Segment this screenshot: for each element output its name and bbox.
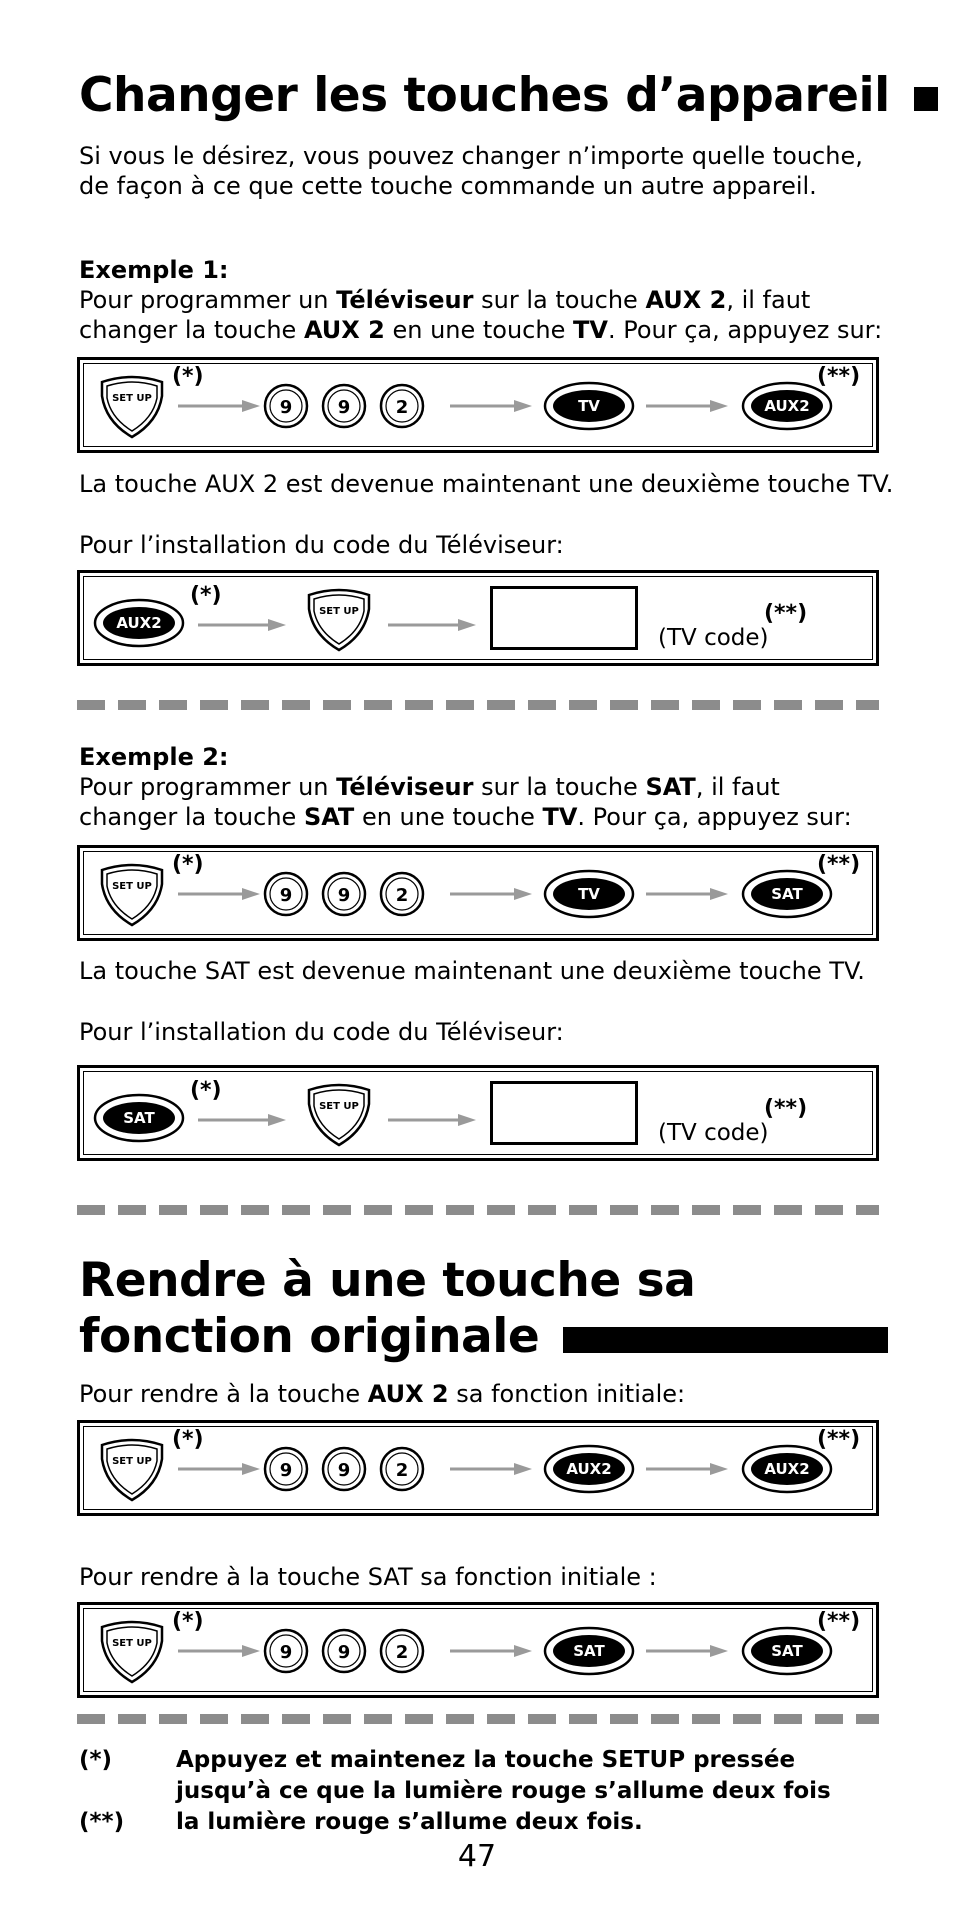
key-sequence-restore-sat	[77, 1602, 879, 1698]
svg-text:SET UP: SET UP	[319, 1101, 359, 1112]
digit-2-key-icon	[378, 382, 426, 434]
intro-text: Si vous le désirez, vous pouvez changer n’importe quelle touche, de façon à ce que cette touche commande un autre appareil.	[79, 142, 863, 200]
svg-text:AUX2: AUX2	[764, 397, 810, 415]
svg-text:SET UP: SET UP	[112, 393, 152, 404]
digit-9-key-icon	[262, 382, 310, 434]
title-square-marker	[914, 87, 938, 111]
svg-text:SAT: SAT	[123, 1109, 155, 1127]
arrow-icon	[646, 1643, 728, 1659]
svg-text:SAT: SAT	[771, 1642, 803, 1660]
svg-text:9: 9	[337, 1460, 351, 1481]
arrow-icon	[450, 1643, 532, 1659]
svg-text:SAT: SAT	[771, 885, 803, 903]
tv-key-icon	[542, 380, 636, 436]
arrow-icon	[646, 398, 728, 414]
digit-2-key-icon	[378, 870, 426, 922]
svg-text:2: 2	[395, 397, 409, 418]
footnote-mark-single: (*)	[79, 1747, 113, 1773]
svg-text:SET UP: SET UP	[112, 1638, 152, 1649]
title-bar-marker	[563, 1327, 888, 1353]
example2-install-text: Pour l’installation du code du Téléviseur:	[79, 1018, 564, 1046]
svg-text:TV: TV	[578, 397, 600, 415]
digit-2-key-icon	[378, 1627, 426, 1679]
example1-heading: Exemple 1:	[79, 256, 229, 284]
setup-key-icon	[305, 1082, 373, 1152]
dashed-divider	[77, 1205, 879, 1215]
arrow-icon	[388, 617, 476, 633]
footnote-text-double: la lumière rouge s’allume deux fois.	[176, 1809, 643, 1835]
page-number: 47	[457, 1839, 497, 1874]
svg-text:SET UP: SET UP	[112, 881, 152, 892]
example1-result: La touche AUX 2 est devenue maintenant une deuxième touche TV.	[79, 470, 894, 498]
note-marker-double: (**)	[817, 1427, 861, 1452]
sat-key-icon	[542, 1625, 636, 1681]
setup-key-icon	[98, 1437, 166, 1507]
note-marker-double: (**)	[764, 1096, 808, 1121]
tv-code-entry-box	[490, 1081, 638, 1145]
setup-key-icon	[98, 862, 166, 932]
svg-text:9: 9	[279, 397, 293, 418]
tv-code-label: (TV code)	[658, 625, 769, 651]
arrow-icon	[198, 617, 286, 633]
digit-9-key-icon	[320, 870, 368, 922]
dashed-divider	[77, 1714, 879, 1724]
svg-text:AUX2: AUX2	[116, 614, 162, 632]
arrow-icon	[450, 398, 532, 414]
arrow-icon	[646, 1461, 728, 1477]
arrow-icon	[178, 1461, 260, 1477]
arrow-icon	[178, 1643, 260, 1659]
digit-9-key-icon	[262, 1445, 310, 1497]
tv-key-icon	[542, 868, 636, 924]
note-marker-single: (*)	[190, 583, 222, 608]
digit-9-key-icon	[262, 1627, 310, 1679]
key-sequence-restore-aux	[77, 1420, 879, 1516]
arrow-icon	[178, 398, 260, 414]
svg-text:2: 2	[395, 1460, 409, 1481]
svg-text:SET UP: SET UP	[319, 606, 359, 617]
dashed-divider	[77, 700, 879, 710]
note-marker-single: (*)	[172, 364, 204, 389]
svg-text:AUX2: AUX2	[764, 1460, 810, 1478]
key-sequence-example2	[77, 845, 879, 941]
footnote-text-single: Appuyez et maintenez la touche SETUP pressée jusqu’à ce que la lumière rouge s’allume deux fois	[176, 1747, 831, 1804]
svg-text:2: 2	[395, 1642, 409, 1663]
key-sequence-example1	[77, 357, 879, 453]
digit-9-key-icon	[320, 1445, 368, 1497]
footnote-mark-double: (**)	[79, 1809, 125, 1835]
example1-install-text: Pour l’installation du code du Téléviseur:	[79, 531, 564, 559]
restore-aux-text: Pour rendre à la touche AUX 2 sa fonction initiale:	[79, 1380, 686, 1408]
digit-2-key-icon	[378, 1445, 426, 1497]
tv-code-entry-box	[490, 586, 638, 650]
setup-key-icon	[305, 587, 373, 657]
digit-9-key-icon	[262, 870, 310, 922]
aux2-key-icon	[92, 597, 186, 653]
svg-text:AUX2: AUX2	[566, 1460, 612, 1478]
sat-key-icon	[92, 1092, 186, 1148]
arrow-icon	[450, 1461, 532, 1477]
note-marker-single: (*)	[190, 1078, 222, 1103]
arrow-icon	[450, 886, 532, 902]
example2-result: La touche SAT est devenue maintenant une deuxième touche TV.	[79, 957, 865, 985]
example2-description: Pour programmer un Téléviseur sur la touche SAT, il faut changer la touche SAT en une touche TV. Pour ça, appuyez sur:	[79, 773, 852, 831]
key-sequence-example2-code	[77, 1065, 879, 1161]
example2-heading: Exemple 2:	[79, 743, 229, 771]
restore-sat-text: Pour rendre à la touche SAT sa fonction initiale :	[79, 1563, 657, 1591]
note-marker-double: (**)	[817, 364, 861, 389]
arrow-icon	[198, 1112, 286, 1128]
tv-code-label: (TV code)	[658, 1120, 769, 1146]
note-marker-double: (**)	[764, 601, 808, 626]
note-marker-single: (*)	[172, 1427, 204, 1452]
note-marker-double: (**)	[817, 852, 861, 877]
svg-text:SET UP: SET UP	[112, 1456, 152, 1467]
page-title: Changer les touches d’appareil	[79, 68, 938, 124]
svg-text:9: 9	[337, 885, 351, 906]
key-sequence-example1-code	[77, 570, 879, 666]
example1-description: Pour programmer un Téléviseur sur la touche AUX 2, il faut changer la touche AUX 2 en une touche TV. Pour ça, appuyez sur:	[79, 286, 883, 344]
svg-text:9: 9	[279, 1642, 293, 1663]
aux2-key-icon	[542, 1443, 636, 1499]
setup-key-icon	[98, 1619, 166, 1689]
arrow-icon	[388, 1112, 476, 1128]
arrow-icon	[178, 886, 260, 902]
section-title-restore: Rendre à une touche sa fonction originale	[79, 1253, 888, 1365]
svg-text:TV: TV	[578, 885, 600, 903]
note-marker-single: (*)	[172, 852, 204, 877]
svg-text:9: 9	[279, 885, 293, 906]
svg-text:9: 9	[337, 397, 351, 418]
svg-text:9: 9	[337, 1642, 351, 1663]
arrow-icon	[646, 886, 728, 902]
digit-9-key-icon	[320, 382, 368, 434]
setup-key-icon	[98, 374, 166, 444]
digit-9-key-icon	[320, 1627, 368, 1679]
svg-text:2: 2	[395, 885, 409, 906]
svg-text:SAT: SAT	[573, 1642, 605, 1660]
svg-text:9: 9	[279, 1460, 293, 1481]
note-marker-single: (*)	[172, 1609, 204, 1634]
note-marker-double: (**)	[817, 1609, 861, 1634]
